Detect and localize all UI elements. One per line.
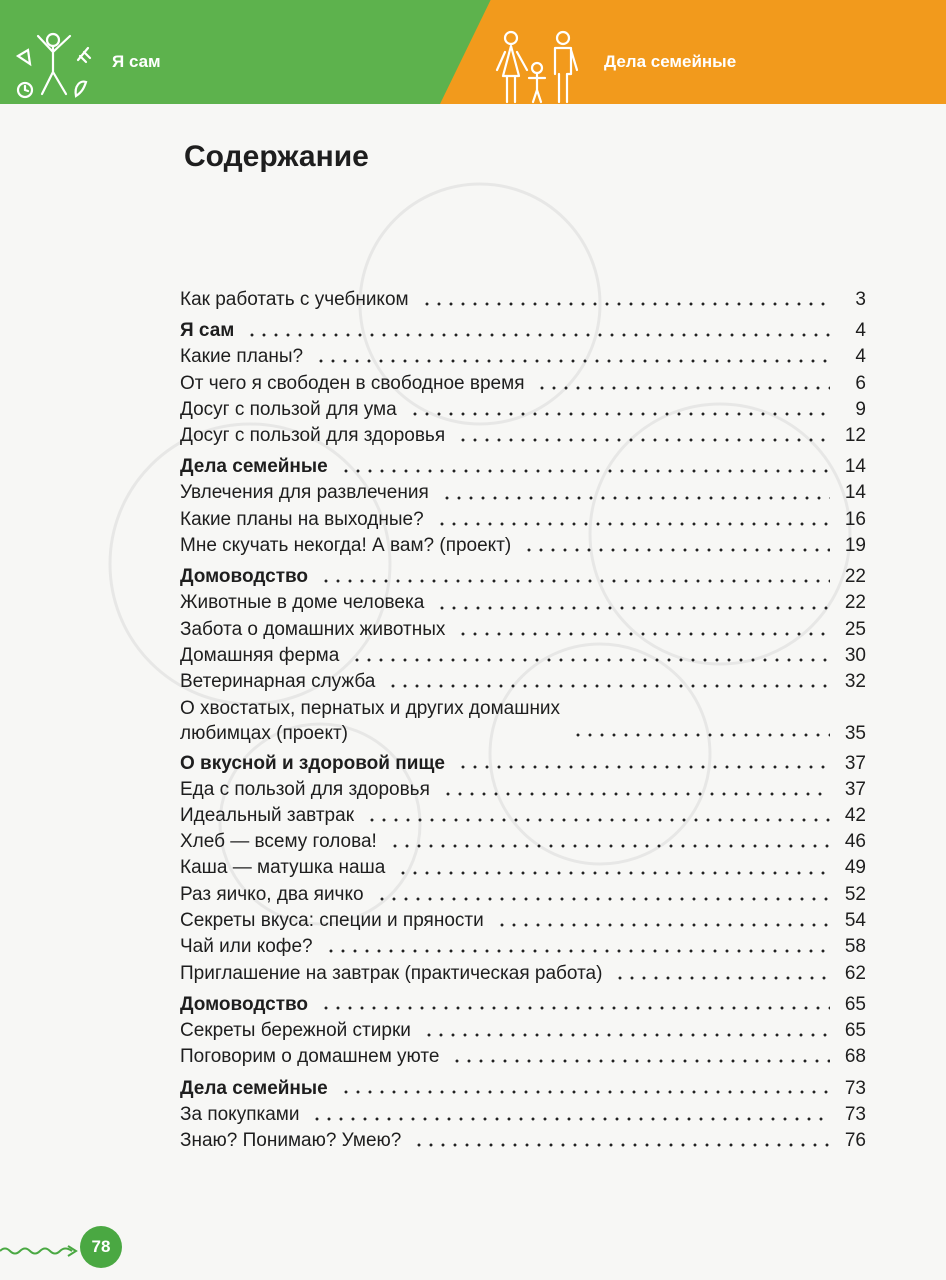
toc-dot-leader — [457, 765, 830, 769]
toc-entry-label: Досуг с пользой для ума — [180, 398, 397, 420]
toc-entry-row — [180, 803, 866, 829]
toc-section-row — [180, 453, 866, 480]
toc-page-number: 19 — [844, 535, 866, 557]
toc-page-number: 37 — [844, 752, 866, 774]
toc-page-number: 49 — [844, 857, 866, 879]
toc-entry-label: Раз яичко, два яичко — [180, 883, 364, 905]
toc-dot-leader — [340, 1090, 830, 1094]
toc-dot-leader — [409, 412, 830, 416]
toc-dot-leader — [311, 1117, 830, 1121]
toc-page-number: 73 — [844, 1077, 866, 1099]
toc-page-number: 4 — [855, 320, 866, 342]
toc-dot-leader — [376, 897, 830, 901]
toc-dot-leader — [421, 302, 830, 306]
toc-dot-leader — [315, 359, 830, 363]
toc-dot-leader — [523, 548, 830, 552]
toc-entry-row — [180, 617, 866, 643]
toc-entry-label — [180, 696, 560, 746]
toc-entry-label: Какие планы? — [180, 346, 304, 368]
toc-section-row — [180, 563, 866, 590]
toc-entry-label: Забота о домашних животных — [180, 618, 446, 640]
toc-page-number: 14 — [844, 482, 866, 504]
toc-dot-leader — [246, 333, 830, 337]
toc-entry-label: Каша — матушка наша — [180, 857, 386, 879]
header-right-label: Дела семейные — [604, 52, 737, 71]
toc-entry-label: Какие планы на выходные? — [180, 508, 424, 530]
toc-dot-leader — [387, 684, 830, 688]
toc-entry-label-line1: О хвостатых, пернатых и других домашних — [180, 697, 561, 719]
toc-page-number: 52 — [844, 883, 866, 905]
toc-page-number: 65 — [844, 1019, 866, 1041]
toc-entry-label: Увлечения для развлечения — [180, 482, 429, 504]
toc-dot-leader — [451, 1059, 830, 1063]
toc-entry-row — [180, 397, 866, 423]
toc-entry-label: Хлеб — всему голова! — [180, 831, 377, 853]
toc-entry-row — [180, 507, 866, 533]
toc-dot-leader — [614, 976, 830, 980]
toc-dot-leader — [572, 733, 830, 737]
toc-entry-row — [180, 643, 866, 669]
toc-dot-leader — [436, 606, 830, 610]
toc-dot-leader — [340, 469, 830, 473]
toc-entry-label: О вкусной и здоровой пище — [180, 752, 445, 774]
toc-entry-label: За покупками — [180, 1103, 300, 1125]
toc-dot-leader — [536, 386, 830, 390]
toc-page-number: 62 — [844, 962, 866, 984]
toc-entry-label: Досуг с пользой для здоровья — [180, 425, 446, 447]
toc-page-number: 65 — [844, 993, 866, 1015]
toc-page-number: 6 — [855, 372, 866, 394]
toc-dot-leader — [436, 522, 830, 526]
toc-page-number: 46 — [844, 831, 866, 853]
toc-entry-row — [180, 1128, 866, 1154]
toc-entry-label: Я сам — [180, 320, 235, 342]
toc-page-number: 32 — [844, 671, 866, 693]
toc-entry-row — [180, 1102, 866, 1128]
toc-entry-label: Домоводство — [180, 566, 309, 588]
toc-entry-row — [180, 829, 866, 855]
toc-dot-leader — [325, 949, 830, 953]
toc-entry-label: Знаю? Понимаю? Умею? — [180, 1129, 402, 1151]
page-header — [0, 0, 946, 104]
toc-page-number: 16 — [844, 508, 866, 530]
toc-page-number: 22 — [844, 592, 866, 614]
toc-section-row — [180, 750, 866, 777]
toc-page-number: 68 — [844, 1046, 866, 1068]
toc-dot-leader — [413, 1143, 830, 1147]
toc-page-number: 4 — [855, 346, 866, 368]
toc-dot-leader — [442, 792, 830, 796]
toc-entry-label: Домоводство — [180, 993, 309, 1015]
toc-page-number: 22 — [844, 566, 866, 588]
toc-entry-label-line2: любимцах (проект) — [180, 722, 348, 744]
toc-page-number: 58 — [844, 936, 866, 958]
toc-entry-row — [180, 1018, 866, 1044]
toc-page-number: 42 — [844, 804, 866, 826]
toc-entry-row — [180, 344, 866, 370]
toc-entry-row — [180, 1044, 866, 1070]
toc-dot-leader — [320, 579, 830, 583]
toc-entry-row — [180, 696, 866, 746]
toc-entry-row — [180, 590, 866, 616]
toc-entry-row — [180, 371, 866, 397]
toc-page-number: 25 — [844, 618, 866, 640]
toc-dot-leader — [441, 496, 830, 500]
toc-section-row — [180, 991, 866, 1018]
page-number-badge: 78 — [80, 1226, 122, 1268]
toc-section-row — [180, 317, 866, 344]
toc-dot-leader — [423, 1033, 830, 1037]
toc-entry-label: Как работать с учебником — [180, 289, 409, 310]
toc-entry-label: Чай или кофе? — [180, 936, 313, 958]
toc-dot-leader — [320, 1006, 830, 1010]
toc-entry-row — [180, 777, 866, 803]
toc-entry-label: Дела семейные — [180, 1077, 328, 1099]
active-person-icon — [14, 30, 94, 102]
toc-entry-label: Приглашение на завтрак (практическая работа) — [180, 962, 603, 984]
toc-entry-row — [180, 480, 866, 506]
wavy-arrow-icon — [0, 1243, 84, 1259]
toc-dot-leader — [366, 818, 830, 822]
toc-page-number: 30 — [844, 644, 866, 666]
toc-page-number: 12 — [844, 425, 866, 447]
toc-entry-row — [180, 423, 866, 449]
toc-entry-label: Дела семейные — [180, 456, 328, 478]
toc-section-row — [180, 1075, 866, 1102]
toc-entry-label: Домашняя ферма — [180, 644, 340, 666]
toc-dot-leader — [496, 923, 830, 927]
toc-entry-label: Идеальный завтрак — [180, 804, 355, 826]
toc-page-number: 3 — [855, 289, 866, 310]
toc-entry-label: Еда с пользой для здоровья — [180, 778, 430, 800]
toc-dot-leader — [397, 871, 830, 875]
toc-page-number: 9 — [855, 398, 866, 420]
toc-entry-row — [180, 669, 866, 695]
toc-page-number: 35 — [844, 722, 866, 744]
toc-page-number: 37 — [844, 778, 866, 800]
toc-dot-leader — [389, 844, 830, 848]
toc-entry-label: Секреты вкуса: специи и пряности — [180, 910, 484, 932]
toc-entry-row — [180, 855, 866, 881]
toc-entry-row — [180, 908, 866, 934]
page-title: Содержание — [184, 140, 369, 173]
toc-entry-row — [180, 533, 866, 559]
toc-dot-leader — [457, 632, 830, 636]
toc-entry-label: Секреты бережной стирки — [180, 1019, 411, 1041]
toc-entry-label: Ветеринарная служба — [180, 671, 376, 693]
toc-entry-row — [180, 287, 866, 313]
toc-entry-row — [180, 882, 866, 908]
header-left-label: Я сам — [112, 52, 161, 71]
toc-dot-leader — [457, 438, 830, 442]
family-icon — [493, 30, 585, 104]
toc-entry-label: От чего я свободен в свободное время — [180, 372, 525, 394]
toc-page-number: 76 — [844, 1129, 866, 1151]
toc-entry-label: Мне скучать некогда! А вам? (проект) — [180, 535, 512, 557]
toc-dot-leader — [351, 658, 830, 662]
toc-page-number: 73 — [844, 1103, 866, 1125]
toc-entry-label: Животные в доме человека — [180, 592, 425, 614]
table-of-contents — [180, 287, 866, 1154]
toc-entry-row — [180, 961, 866, 987]
toc-page-number: 54 — [844, 910, 866, 932]
toc-entry-row — [180, 934, 866, 960]
toc-entry-label: Поговорим о домашнем уюте — [180, 1046, 440, 1068]
toc-page-number: 14 — [844, 456, 866, 478]
